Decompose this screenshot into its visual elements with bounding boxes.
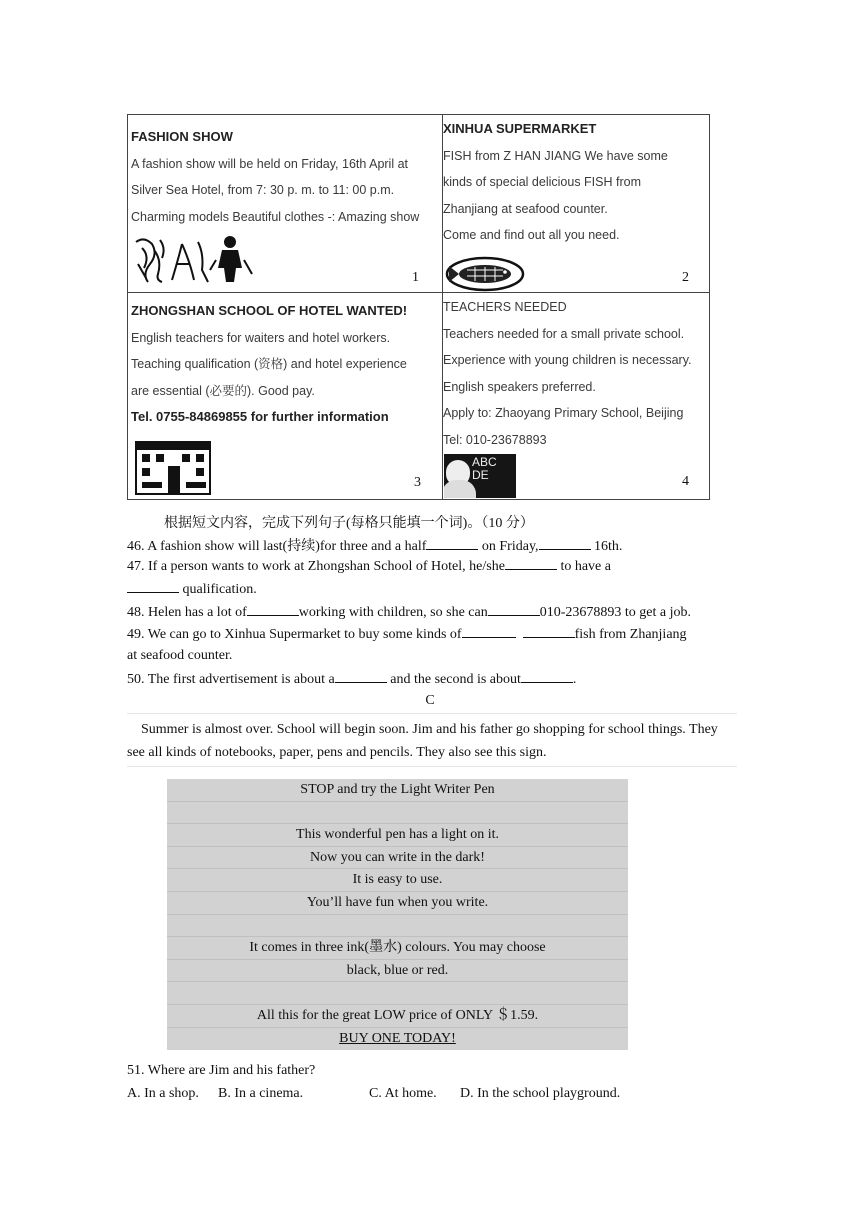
question-47: [127, 557, 611, 575]
question-49-cont: at seafood counter.: [127, 648, 233, 663]
ad-line: English speakers preferred.: [443, 379, 596, 394]
pen-advertisement-sign: [167, 779, 628, 1050]
question-text: 47. If a person wants to work at Zhongshan School of Hotel, he/she: [127, 559, 505, 574]
advertisement-grid: [127, 114, 710, 500]
ad-number: 3: [414, 475, 421, 490]
ad-fashion-show: [129, 124, 442, 292]
option-b[interactable]: B. In a cinema.: [218, 1086, 304, 1101]
answer-blank[interactable]: [488, 603, 540, 616]
answer-blank[interactable]: [335, 670, 387, 683]
ad-line: Tel: 010-23678893: [443, 432, 547, 447]
ad-line: Come and find out all you need.: [443, 228, 620, 242]
ad-title: TEACHERS NEEDED: [443, 300, 567, 314]
answer-blank[interactable]: [247, 603, 299, 616]
question-text: 46. A fashion show will last(持续)for three and a half: [127, 539, 427, 554]
sign-title: STOP and try the Light Writer Pen: [167, 779, 628, 802]
instructions: 根据短文内容，完成下列句子(每格只能填一个词)。（10 分）: [164, 516, 534, 531]
question-text: to have a: [556, 559, 611, 574]
ad-line: A fashion show will be held on Friday, 16th April at: [131, 156, 409, 171]
divider: [127, 713, 737, 714]
blackboard-text: ABC DE: [472, 455, 497, 482]
ad-line: English teachers for waiters and hotel workers.: [131, 330, 391, 345]
question-text: fish from Zhanjiang: [574, 627, 687, 642]
ad-zhongshan-school: [129, 298, 442, 499]
question-text: 010-23678893 to get a job.: [539, 605, 691, 620]
option-c[interactable]: C. At home.: [369, 1086, 437, 1101]
answer-blank[interactable]: [521, 670, 573, 683]
option-d[interactable]: D. In the school playground.: [460, 1086, 621, 1101]
ad-title: FASHION SHOW: [131, 129, 233, 144]
ad-number: 4: [682, 474, 689, 489]
fish-plate-icon: [445, 252, 525, 292]
question-text: 48. Helen has a lot of: [127, 605, 247, 620]
question-text: .: [572, 672, 577, 687]
sign-line: black, blue or red.: [167, 960, 628, 983]
ad-title: ZHONGSHAN SCHOOL OF HOTEL WANTED!: [131, 303, 408, 318]
question-47-cont: [127, 580, 257, 598]
sign-line: All this for the great LOW price of ONLY ＄1.59.: [167, 1005, 628, 1028]
answer-blank[interactable]: [523, 625, 575, 638]
ad-line: Experience with young children is necessary.: [443, 353, 692, 367]
question-46: [127, 535, 622, 555]
ad-line: Zhanjiang at seafood counter.: [443, 201, 608, 216]
grid-divider-horizontal: [128, 292, 709, 293]
question-text: working with children, so she can: [298, 605, 488, 620]
question-text: 50. The first advertisement is about a: [127, 672, 335, 687]
ad-line: are essential (必要的). Good pay.: [131, 383, 315, 398]
question-text: 16th.: [590, 539, 623, 554]
sign-spacer: [167, 915, 628, 938]
ad-xinhua-supermarket: [443, 116, 709, 292]
question-50: [127, 670, 576, 688]
sign-line: Now you can write in the dark!: [167, 847, 628, 870]
ad-number: 2: [682, 270, 689, 285]
blackboard-icon: [444, 454, 516, 498]
answer-blank[interactable]: [462, 625, 516, 638]
question-text: on Friday,: [478, 539, 539, 554]
ad-number: 1: [412, 270, 419, 285]
sign-spacer: [167, 802, 628, 825]
sign-call-to-action: BUY ONE TODAY!: [339, 1030, 456, 1046]
sign-line: It comes in three ink(墨水) colours. You may choose: [167, 937, 628, 960]
option-a[interactable]: A. In a shop.: [127, 1086, 199, 1101]
question-text: and the second is about: [386, 672, 521, 687]
sign-line: It is easy to use.: [167, 869, 628, 892]
ad-title: XINHUA SUPERMARKET: [443, 121, 597, 136]
ad-teachers-needed: [443, 294, 709, 499]
ad-line: FISH from Z HAN JIANG We have some: [443, 148, 668, 163]
passage-text: Summer is almost over. School will begin soon. Jim and his father go shopping for school things. They see all kinds of notebooks, paper, pens and pencils. They also see this sign.: [127, 722, 718, 760]
answer-blank[interactable]: [505, 557, 557, 570]
question-48: [127, 603, 691, 621]
ad-line: Silver Sea Hotel, from 7: 30 p. m. to 11: 00 p.m.: [131, 183, 395, 197]
sign-line: You’ll have fun when you write.: [167, 892, 628, 915]
ad-line: Apply to: Zhaoyang Primary School, Beijing: [443, 406, 684, 420]
hotel-building-icon: [134, 436, 212, 496]
ad-line: Charming models Beautiful clothes -: Amazing show: [131, 209, 420, 224]
divider: [127, 766, 737, 767]
answer-blank[interactable]: [127, 580, 179, 593]
sign-spacer: [167, 982, 628, 1005]
section-heading: C: [425, 693, 435, 708]
question-text: qualification.: [179, 582, 257, 597]
ad-line: Teachers needed for a small private school.: [443, 326, 685, 341]
question-text: 49. We can go to Xinhua Supermarket to buy some kinds of: [127, 627, 462, 642]
ad-line: Teaching qualification (资格) and hotel experience: [131, 357, 407, 371]
question-49: [127, 625, 687, 643]
answer-blank[interactable]: [426, 537, 478, 550]
ad-phone: Tel. 0755-84869855 for further information: [131, 409, 389, 424]
question-51: 51. Where are Jim and his father?: [127, 1063, 316, 1078]
sign-line: This wonderful pen has a light on it.: [167, 824, 628, 847]
answer-blank[interactable]: [539, 537, 591, 550]
ad-line: kinds of special delicious FISH from: [443, 175, 641, 189]
fashion-models-icon: [132, 234, 257, 286]
